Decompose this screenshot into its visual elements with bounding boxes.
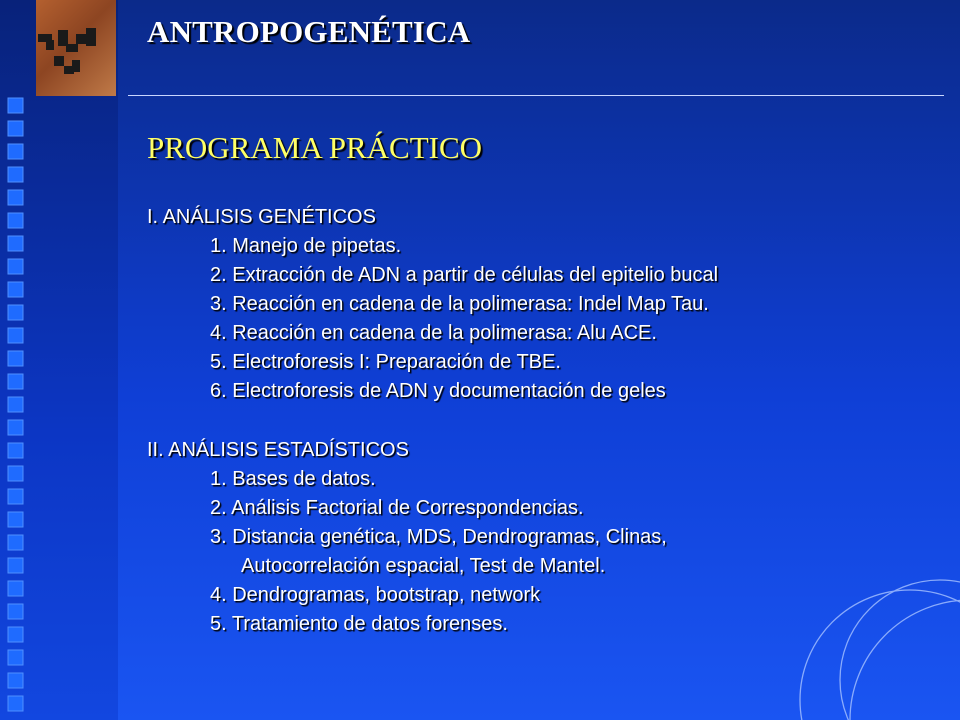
decorative-square (8, 98, 23, 113)
decorative-square (8, 535, 23, 550)
list-item-text: 3. Distancia genética, MDS, Dendrogramas, Clinas, (210, 526, 667, 548)
decorative-square (8, 604, 23, 619)
decorative-square (8, 374, 23, 389)
section-statistical-analysis (147, 436, 667, 639)
list-item: 2. Análisis Factorial de Correspondencias. (210, 497, 584, 519)
decorative-square (8, 282, 23, 297)
decorative-circles (770, 560, 960, 720)
decorative-square (8, 512, 23, 527)
list-item-multiline (210, 523, 667, 581)
list-item: 4. Dendrogramas, bootstrap, network (210, 584, 541, 606)
section-genetic-analysis (147, 203, 718, 406)
list-item: 1. Manejo de pipetas. (210, 235, 402, 257)
section-item-list (147, 232, 718, 406)
decorative-square (8, 581, 23, 596)
section-heading: I. ANÁLISIS GENÉTICOS (147, 206, 376, 228)
decorative-square (8, 397, 23, 412)
section-heading: II. ANÁLISIS ESTADÍSTICOS (147, 439, 409, 461)
decorative-square (8, 190, 23, 205)
decorative-square (8, 259, 23, 274)
list-item: 5. Tratamiento de datos forenses. (210, 613, 508, 635)
list-item: 5. Electroforesis I: Preparación de TBE. (210, 351, 561, 373)
decorative-square (8, 328, 23, 343)
decorative-square (8, 558, 23, 573)
decorative-square (8, 236, 23, 251)
decorative-square (8, 144, 23, 159)
decorative-square (8, 489, 23, 504)
decorative-square (8, 167, 23, 182)
decorative-square (8, 627, 23, 642)
decorative-square (8, 443, 23, 458)
decorative-square (8, 213, 23, 228)
list-item: 1. Bases de datos. (210, 468, 376, 490)
decorative-square (8, 351, 23, 366)
decorative-square (8, 696, 23, 711)
section-item-list (147, 465, 667, 639)
list-item: 2. Extracción de ADN a partir de células del epitelio bucal (210, 264, 719, 286)
decorative-square (8, 466, 23, 481)
university-logo-icon (36, 0, 116, 96)
list-item: 6. Electroforesis de ADN y documentación de geles (210, 380, 666, 402)
page-subtitle: PROGRAMA PRÁCTICO (147, 130, 483, 165)
decorative-square (8, 420, 23, 435)
list-item: 4. Reacción en cadena de la polimerasa: Alu ACE. (210, 322, 657, 344)
title-divider (128, 95, 944, 96)
decorative-square (8, 305, 23, 320)
page-title: ANTROPOGENÉTICA (147, 14, 471, 49)
decorative-square (8, 673, 23, 688)
list-item-continuation: Autocorrelación espacial, Test de Mantel. (241, 555, 606, 577)
list-item: 3. Reacción en cadena de la polimerasa: Indel Map Tau. (210, 293, 709, 315)
decorative-square (8, 650, 23, 665)
decorative-square (8, 121, 23, 136)
decorative-square-strip (0, 0, 40, 720)
